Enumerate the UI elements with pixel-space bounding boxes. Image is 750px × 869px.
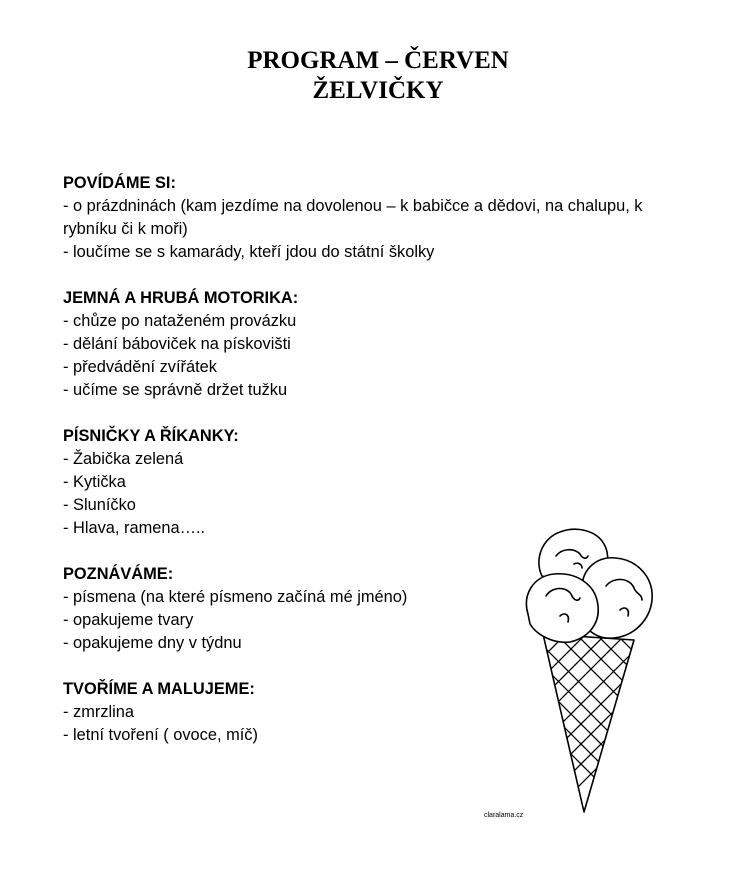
section-heading: PÍSNIČKY A ŘÍKANKY: (63, 427, 239, 445)
list-item: - písmena (na které písmeno začíná mé jméno) (63, 588, 408, 606)
section-songs (63, 425, 703, 540)
list-item: - Hlava, ramena….. (63, 519, 206, 537)
list-item: - dělání báboviček na pískovišti (63, 335, 291, 353)
list-item: - letní tvoření ( ovoce, míč) (63, 726, 258, 744)
credit-text: claralama.cz (484, 812, 524, 819)
list-item: - opakujeme dny v týdnu (63, 634, 242, 652)
section-heading: POVÍDÁME SI: (63, 174, 176, 192)
list-item: - o prázdninách (kam jezdíme na dovolenou – k babičce a dědovi, na chalupu, k (63, 197, 643, 215)
section-heading: TVOŘÍME A MALUJEME: (63, 680, 255, 698)
list-item: - předvádění zvířátek (63, 358, 217, 376)
page-title (0, 46, 750, 106)
title-line-program: PROGRAM – ČERVEN (247, 47, 509, 74)
list-item: - zmrzlina (63, 703, 135, 721)
ice-cream-cone-icon (516, 524, 666, 816)
list-item: - opakujeme tvary (63, 611, 194, 629)
list-item: - Kytička (63, 473, 126, 491)
section-heading: POZNÁVÁME: (63, 565, 174, 583)
section-heading: JEMNÁ A HRUBÁ MOTORIKA: (63, 289, 299, 307)
list-item: - chůze po nataženém provázku (63, 312, 297, 330)
section-motor-skills (63, 287, 703, 402)
section-talking (63, 172, 703, 264)
list-item: - Sluníčko (63, 496, 136, 514)
list-item: rybníku či k moři) (63, 220, 188, 238)
list-item: - Žabička zelená (63, 450, 184, 468)
list-item: - učíme se správně držet tužku (63, 381, 288, 399)
list-item: - loučíme se s kamarády, kteří jdou do státní školky (63, 243, 435, 261)
title-line-class: ŽELVIČKY (312, 77, 444, 104)
